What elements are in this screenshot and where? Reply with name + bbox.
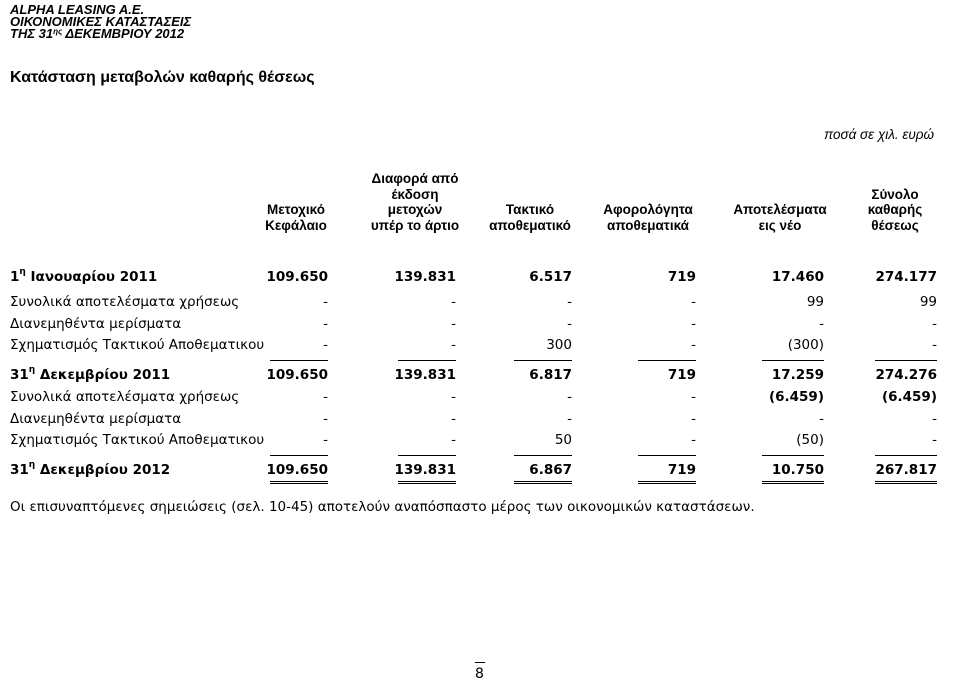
cell-retained-earnings: 10.750 xyxy=(771,462,824,478)
table-row xyxy=(0,269,960,287)
cell-share-capital: - xyxy=(323,411,328,427)
table-row xyxy=(0,462,960,480)
subtotal-rule xyxy=(762,360,824,361)
cell-statutory-reserve: - xyxy=(567,316,572,332)
table-row xyxy=(0,411,960,429)
cell-statutory-reserve: 300 xyxy=(546,337,572,353)
table-row xyxy=(0,316,960,334)
total-rule xyxy=(270,483,328,484)
total-rule xyxy=(514,481,572,482)
cell-total-equity: - xyxy=(932,432,937,448)
column-header-line: εις νέο xyxy=(758,217,802,233)
column-header-line: θέσεως xyxy=(871,217,919,233)
cell-statutory-reserve: - xyxy=(567,411,572,427)
row-label-sup: η xyxy=(28,460,36,470)
row-label-rest: Ιανουαρίου 2011 xyxy=(25,269,158,285)
subtotal-rule xyxy=(398,455,456,456)
subtotal-rule xyxy=(270,360,328,361)
row-label-day: 31 xyxy=(10,367,29,383)
row-label: Σχηματισμός Τακτικού Αποθεματικου xyxy=(10,337,265,353)
cell-share-premium: 139.831 xyxy=(394,367,456,383)
column-header-line: αποθεματικά xyxy=(607,217,689,233)
cell-tax-free-reserves: - xyxy=(691,389,696,405)
cell-share-premium: 139.831 xyxy=(394,269,456,285)
cell-retained-earnings: - xyxy=(819,411,824,427)
cell-tax-free-reserves: - xyxy=(691,316,696,332)
unit-note: ποσά σε χιλ. ευρώ xyxy=(824,127,934,142)
table-row xyxy=(0,389,960,407)
cell-share-capital: 109.650 xyxy=(266,367,328,383)
cell-tax-free-reserves: - xyxy=(691,294,696,310)
row-label: Συνολικά αποτελέσματα χρήσεως xyxy=(10,294,240,310)
cell-total-equity: - xyxy=(932,411,937,427)
column-header-retained-earnings xyxy=(720,202,840,233)
column-header-line: καθαρής xyxy=(867,202,923,217)
cell-tax-free-reserves: - xyxy=(691,337,696,353)
cell-tax-free-reserves: 719 xyxy=(667,269,696,285)
subtotal-rule xyxy=(270,455,328,456)
cell-total-equity: 274.276 xyxy=(875,367,937,383)
column-header-line: αποθεματικό xyxy=(489,217,571,233)
report-name: ΟΙΚΟΝΟΜΙΚΕΣ ΚΑΤΑΣΤΑΣΕΙΣ xyxy=(10,14,192,29)
company-name: ALPHA LEASING A.E. xyxy=(10,2,145,17)
column-header-line: μετοχών xyxy=(387,202,443,217)
total-rule xyxy=(875,481,937,482)
row-label: Σχηματισμός Τακτικού Αποθεματικου xyxy=(10,432,265,448)
total-rule xyxy=(398,483,456,484)
column-header-line: έκδοση xyxy=(391,186,439,202)
cell-tax-free-reserves: 719 xyxy=(667,367,696,383)
cell-share-capital: - xyxy=(323,294,328,310)
cell-total-equity: 267.817 xyxy=(875,462,937,478)
cell-retained-earnings: (50) xyxy=(796,432,824,448)
cell-retained-earnings: 17.259 xyxy=(771,367,824,383)
cell-total-equity: 274.177 xyxy=(875,269,937,285)
row-label xyxy=(10,462,170,478)
column-header-line: Αποτελέσματα xyxy=(733,202,827,217)
cell-retained-earnings: - xyxy=(819,316,824,332)
report-date-sup: ης xyxy=(53,27,63,36)
report-date xyxy=(10,27,184,40)
cell-tax-free-reserves: - xyxy=(691,432,696,448)
cell-share-premium: - xyxy=(451,432,456,448)
row-label xyxy=(10,367,170,383)
row-label: Διανεμηθέντα μερίσματα xyxy=(10,316,182,332)
cell-statutory-reserve: 6.517 xyxy=(529,269,572,285)
total-rule xyxy=(638,481,696,482)
subtotal-rule xyxy=(638,360,696,361)
cell-share-capital: - xyxy=(323,337,328,353)
cell-statutory-reserve: - xyxy=(567,294,572,310)
page-title: Κατάσταση μεταβολών καθαρής θέσεως xyxy=(10,69,315,86)
total-rule xyxy=(762,481,824,482)
column-header-share-premium xyxy=(355,171,475,233)
row-label-sup: η xyxy=(28,365,36,375)
page-number-rule xyxy=(475,662,485,663)
report-date-prefix: ΤΗΣ 31 xyxy=(10,26,54,41)
row-label-sup: η xyxy=(19,267,26,277)
column-header-share-capital xyxy=(246,202,346,233)
cell-total-equity: - xyxy=(932,316,937,332)
total-rule xyxy=(398,481,456,482)
cell-share-premium: - xyxy=(451,316,456,332)
table-row xyxy=(0,337,960,355)
cell-retained-earnings: 17.460 xyxy=(771,269,824,285)
row-label: Διανεμηθέντα μερίσματα xyxy=(10,411,182,427)
cell-total-equity: (6.459) xyxy=(881,389,937,405)
subtotal-rule xyxy=(514,455,572,456)
cell-share-premium: 139.831 xyxy=(394,462,456,478)
subtotal-rule xyxy=(762,455,824,456)
cell-tax-free-reserves: 719 xyxy=(667,462,696,478)
column-header-total-equity xyxy=(840,187,950,234)
table-row xyxy=(0,432,960,450)
cell-statutory-reserve: - xyxy=(567,389,572,405)
column-header-line: Κεφάλαιο xyxy=(265,217,327,233)
cell-share-premium: - xyxy=(451,411,456,427)
cell-statutory-reserve: 6.817 xyxy=(529,367,572,383)
column-header-line: Αφορολόγητα xyxy=(603,202,693,217)
row-label: Συνολικά αποτελέσματα χρήσεως xyxy=(10,389,240,405)
row-label-rest: Δεκεμβρίου 2011 xyxy=(35,367,171,383)
column-header-line: Μετοχικό xyxy=(267,202,325,217)
cell-tax-free-reserves: - xyxy=(691,411,696,427)
cell-total-equity: - xyxy=(932,337,937,353)
cell-total-equity: 99 xyxy=(919,294,937,310)
column-header-line: Σύνολο xyxy=(871,186,919,202)
cell-retained-earnings: (300) xyxy=(787,337,824,353)
cell-statutory-reserve: 50 xyxy=(554,432,572,448)
cell-share-capital: - xyxy=(323,316,328,332)
total-rule xyxy=(638,483,696,484)
total-rule xyxy=(762,483,824,484)
total-rule xyxy=(514,483,572,484)
row-label-day: 1 xyxy=(10,269,20,285)
column-header-line: Διαφορά από xyxy=(371,171,459,186)
subtotal-rule xyxy=(514,360,572,361)
cell-share-capital: 109.650 xyxy=(266,269,328,285)
total-rule xyxy=(270,481,328,482)
row-label-day: 31 xyxy=(10,462,29,478)
subtotal-rule xyxy=(875,360,937,361)
table-row xyxy=(0,367,960,385)
cell-share-capital: - xyxy=(323,432,328,448)
report-date-suffix: ΔΕΚΕΜΒΡΙΟΥ 2012 xyxy=(62,26,185,41)
column-header-line: υπέρ το άρτιο xyxy=(370,217,460,233)
subtotal-rule xyxy=(875,455,937,456)
cell-retained-earnings: 99 xyxy=(806,294,824,310)
row-label-rest: Δεκεμβρίου 2012 xyxy=(35,462,171,478)
column-header-line: Τακτικό xyxy=(505,202,555,217)
total-rule xyxy=(875,483,937,484)
cell-statutory-reserve: 6.867 xyxy=(529,462,572,478)
cell-share-capital: 109.650 xyxy=(266,462,328,478)
cell-share-capital: - xyxy=(323,389,328,405)
table-row xyxy=(0,294,960,312)
cell-retained-earnings: (6.459) xyxy=(768,389,824,405)
footnote: Οι επισυναπτόμενες σημειώσεις (σελ. 10-45) αποτελούν αναπόσπαστο μέρος των οικονομικών καταστάσεων. xyxy=(10,499,755,515)
column-header-tax-free-reserves xyxy=(588,202,708,233)
cell-share-premium: - xyxy=(451,337,456,353)
subtotal-rule xyxy=(638,455,696,456)
subtotal-rule xyxy=(398,360,456,361)
row-label xyxy=(10,269,157,285)
cell-share-premium: - xyxy=(451,294,456,310)
column-header-statutory-reserve xyxy=(470,202,590,233)
page-number: 8 xyxy=(475,666,484,682)
cell-share-premium: - xyxy=(451,389,456,405)
